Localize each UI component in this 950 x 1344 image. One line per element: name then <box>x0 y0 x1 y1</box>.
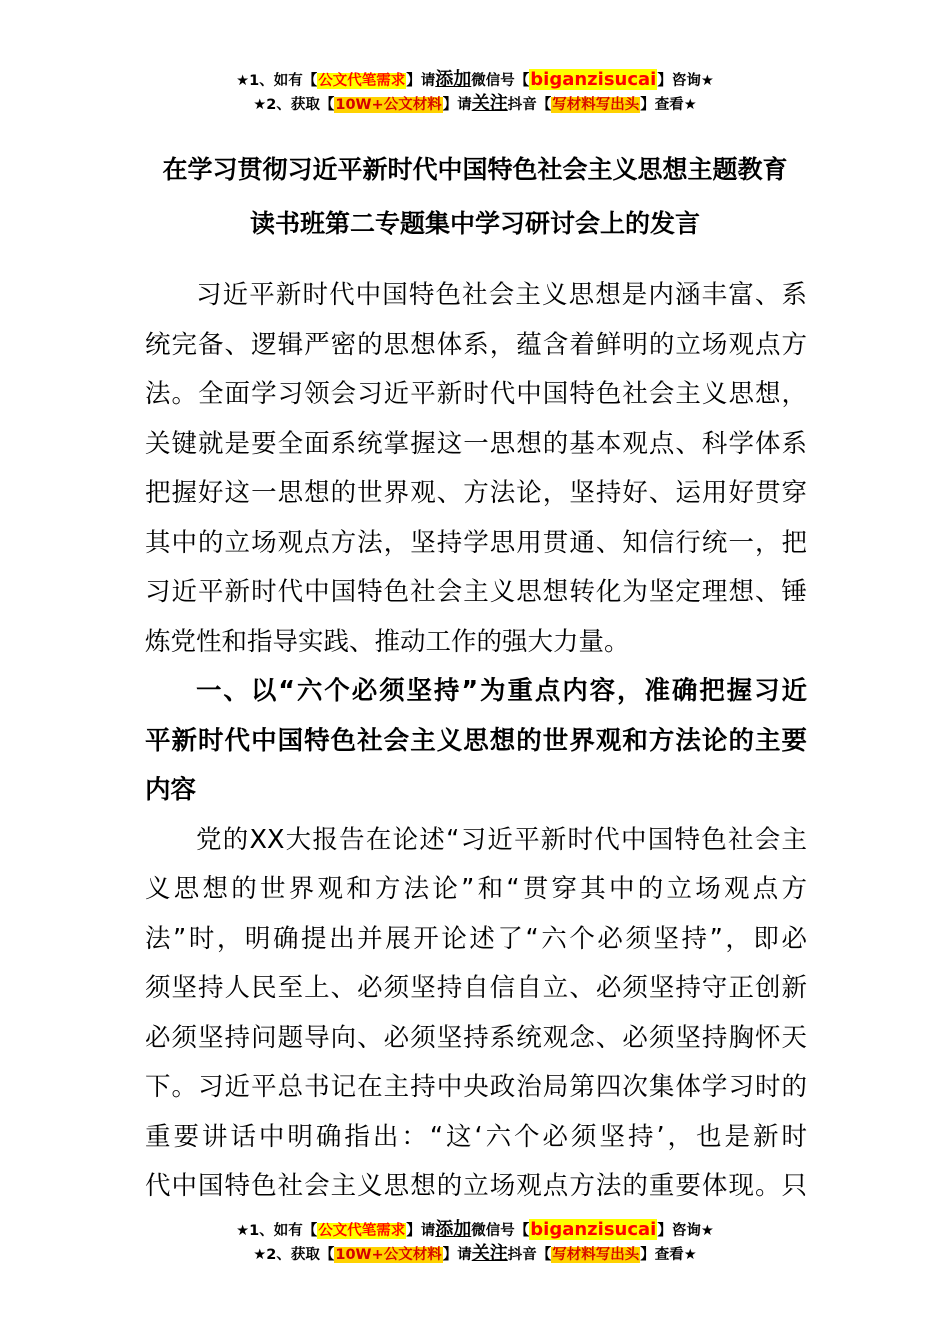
document-title <box>0 143 950 251</box>
banner-wechat-id: biganzisucai <box>530 1219 657 1240</box>
banner-douyin-id: 写材料写出头 <box>552 1247 640 1263</box>
text-line: 代中国特色社会主义思想的立场观点方法的重要体现。只 <box>145 1171 807 1201</box>
banner-tag-materials: 10W+公文材料 <box>335 97 442 113</box>
text-line: 关键就是要全面系统掌握这一思想的基本观点、科学体系 <box>145 428 807 459</box>
banner-line-1: ★1、如有【公文代笔需求】请添加微信号【biganzisucai】咨询★ <box>236 69 714 90</box>
text-line: 习近平新时代中国特色社会主义思想是内涵丰富、系 <box>196 280 807 310</box>
text-line: 习近平新时代中国特色社会主义思想转化为坚定理想、锤 <box>145 577 807 607</box>
text-line: 法。全面学习领会习近平新时代中国特色社会主义思想， <box>145 379 807 409</box>
heading-line: 内容 <box>145 775 197 805</box>
banner-wechat-id: biganzisucai <box>530 69 657 90</box>
title-line-1: 在学习贯彻习近平新时代中国特色社会主义思想主题教育 <box>162 155 788 184</box>
text-line: 法”时，明确提出并展开论述了“六个必须坚持”，即必 <box>145 923 807 954</box>
text-line: 把握好这一思想的世界观、方法论，坚持好、运用好贯穿 <box>145 478 807 508</box>
text-line: 重要讲话中明确指出：“这‘六个必须坚持’，也是新时 <box>145 1121 807 1152</box>
banner-line-2: ★2、获取【10W+公文材料】请关注抖音【写材料写出头】查看★ <box>253 1243 697 1264</box>
banner-line-2: ★2、获取【10W+公文材料】请关注抖音【写材料写出头】查看★ <box>253 93 697 114</box>
text-line: 统完备、逻辑严密的思想体系，蕴含着鲜明的立场观点方 <box>145 329 807 360</box>
text-line: 须坚持人民至上、必须坚持自信自立、必须坚持守正创新 <box>145 973 807 1003</box>
section-heading-1 <box>145 667 807 816</box>
bottom-banner <box>0 1218 950 1266</box>
paragraph-section-1 <box>145 816 807 1212</box>
top-banner <box>0 68 950 116</box>
banner-line-1: ★1、如有【公文代笔需求】请添加微信号【biganzisucai】咨询★ <box>236 1219 714 1240</box>
heading-line: 一、以“六个必须坚持”为重点内容，准确把握习近 <box>196 676 807 706</box>
text-line: 其中的立场观点方法，坚持学思用贯通、知信行统一，把 <box>145 527 807 558</box>
text-line: 下。习近平总书记在主持中央政治局第四次集体学习时的 <box>145 1072 807 1102</box>
banner-tag-materials: 10W+公文材料 <box>335 1247 442 1263</box>
text-line: 炼党性和指导实践、推动工作的强大力量。 <box>145 626 630 657</box>
paragraph-intro <box>145 271 807 667</box>
banner-tag-ghostwriting: 公文代笔需求 <box>318 1223 406 1239</box>
banner-tag-ghostwriting: 公文代笔需求 <box>318 73 406 89</box>
heading-line: 平新时代中国特色社会主义思想的世界观和方法论的主要 <box>145 725 807 756</box>
text-line: 党的XX大报告在论述“习近平新时代中国特色社会主 <box>196 824 807 855</box>
banner-douyin-id: 写材料写出头 <box>552 97 640 113</box>
text-line: 义思想的世界观和方法论”和“贯穿其中的立场观点方 <box>145 874 807 904</box>
document-body <box>145 271 807 1212</box>
text-line: 必须坚持问题导向、必须坚持系统观念、必须坚持胸怀天 <box>145 1022 807 1053</box>
title-line-2: 读书班第二专题集中学习研讨会上的发言 <box>249 209 700 238</box>
